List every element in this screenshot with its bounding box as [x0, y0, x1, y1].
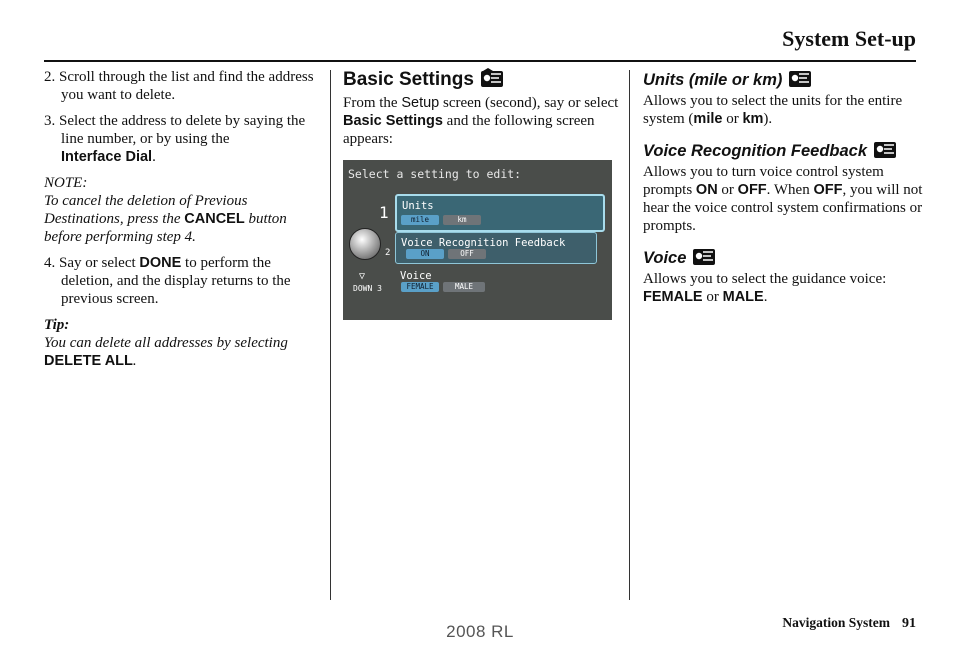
column-divider — [330, 70, 331, 600]
screen-header: Select a setting to edit: — [348, 167, 522, 181]
settings-item-voice[interactable] — [395, 266, 595, 296]
line-number-1: 1 — [379, 203, 389, 222]
down-label: DOWN 3 — [353, 284, 382, 293]
settings-item-voice-feedback[interactable] — [395, 232, 597, 264]
tip-text: You can delete all addresses by selecting DELETE ALL. — [44, 335, 288, 369]
voice-heading: Voice — [643, 246, 923, 268]
voice-command-icon — [873, 139, 897, 159]
option-mile[interactable]: mile — [401, 215, 439, 225]
voice-command-icon — [692, 246, 716, 266]
top-rule — [44, 60, 916, 62]
column-left — [44, 68, 319, 370]
voice-text: Allows you to select the guidance voice: FEMALE or MALE. — [643, 271, 887, 305]
step-4: 4. Say or select DONE to perform the deletion, and the display returns to the previous screen. — [44, 255, 291, 307]
option-male[interactable]: MALE — [443, 282, 485, 292]
settings-item-units[interactable] — [395, 194, 605, 232]
column-divider — [629, 70, 630, 600]
page-number: 91 — [902, 616, 916, 631]
basic-settings-screen — [343, 160, 612, 320]
footer-label: Navigation System — [782, 615, 890, 630]
voice-recognition-feedback-heading: Voice Recognition Feedback — [643, 139, 923, 161]
watermark: 2008 RL — [446, 622, 514, 641]
settings-item-label: Voice Recognition Feedback — [401, 237, 566, 249]
column-middle — [343, 68, 623, 320]
option-female[interactable]: FEMALE — [401, 282, 439, 292]
basic-settings-intro: From the Setup screen (second), say or select Basic Settings and the following screen appears: — [343, 95, 619, 147]
units-heading: Units (mile or km) — [643, 68, 923, 90]
column-right — [643, 68, 923, 306]
option-off[interactable]: OFF — [448, 249, 486, 259]
settings-item-label: Units — [402, 200, 434, 212]
step-3: 3. Select the address to delete by saying the line number, or by using the Interface Dial. — [44, 113, 306, 165]
note-block — [44, 174, 319, 246]
tip-label: Tip: — [44, 317, 70, 333]
page-title: System Set-up — [782, 26, 916, 51]
note-text: To cancel the deletion of Previous Destinations, press the CANCEL button before performing step 4. — [44, 193, 287, 245]
option-on[interactable]: ON — [406, 249, 444, 259]
line-number-2: 2 — [385, 248, 391, 258]
note-label: NOTE: — [44, 175, 88, 191]
interface-dial-icon — [349, 228, 381, 260]
option-km[interactable]: km — [443, 215, 481, 225]
voice-command-icon — [480, 68, 504, 88]
voice-recognition-feedback-text: Allows you to turn voice control system prompts ON or OFF. When OFF, you will not hear the voice control system confirmations or prompts. — [643, 164, 923, 234]
basic-settings-heading: Basic Settings — [343, 68, 623, 91]
step-2: 2. Scroll through the list and find the address you want to delete. — [44, 69, 314, 103]
voice-command-icon — [788, 68, 812, 88]
settings-item-label: Voice — [400, 270, 432, 282]
down-arrow-icon: ▽ — [359, 271, 366, 282]
units-text: Allows you to select the units for the entire system (mile or km). — [643, 93, 903, 127]
